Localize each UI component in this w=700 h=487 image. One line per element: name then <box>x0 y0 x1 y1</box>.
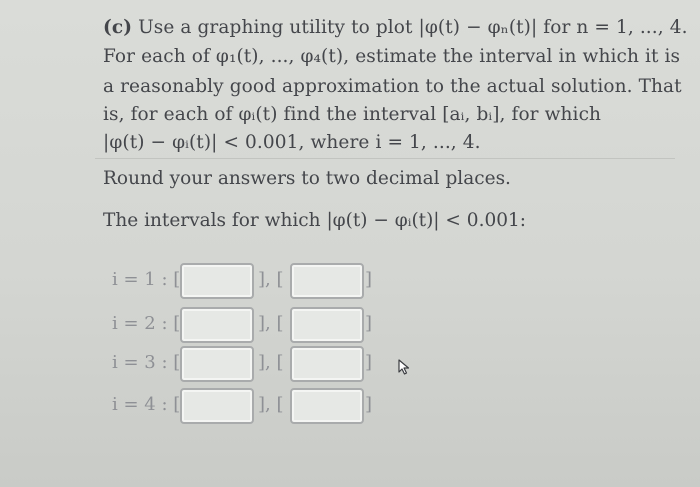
question-line-1 <box>103 16 688 40</box>
interval-separator: ], [ <box>258 269 284 290</box>
intervals-intro: The intervals for which |φ(t) − φᵢ(t)| < 0.001: <box>103 210 526 231</box>
interval-start-input-1[interactable] <box>180 263 254 299</box>
question-line-5: |φ(t) − φᵢ(t)| < 0.001, where i = 1, ..., 4. <box>103 132 481 153</box>
interval-start-input-2[interactable] <box>180 307 254 343</box>
interval-end-input-1[interactable] <box>290 263 364 299</box>
row-label: i = 4 : [ <box>112 394 181 415</box>
row-label: i = 2 : [ <box>112 313 181 334</box>
rounding-instruction: Round your answers to two decimal places. <box>103 168 511 189</box>
interval-close: ] <box>365 313 373 334</box>
question-line-3: a reasonably good approximation to the actual solution. That <box>103 76 682 97</box>
interval-close: ] <box>365 352 373 373</box>
interval-close: ] <box>365 269 373 290</box>
question-line-4: is, for each of φᵢ(t) find the interval [aᵢ, bᵢ], for which <box>103 104 602 125</box>
part-label: (c) <box>103 17 133 38</box>
interval-start-input-3[interactable] <box>180 346 254 382</box>
question-line-1-text: Use a graphing utility to plot |φ(t) − φₙ(t)| for n = 1, ..., 4. <box>138 17 688 38</box>
mouse-pointer-icon <box>398 359 412 375</box>
interval-start-input-4[interactable] <box>180 388 254 424</box>
interval-separator: ], [ <box>258 394 284 415</box>
question-line-2: For each of φ₁(t), ..., φ₄(t), estimate the interval in which it is <box>103 46 681 67</box>
interval-end-input-3[interactable] <box>290 346 364 382</box>
row-label: i = 3 : [ <box>112 352 181 373</box>
interval-separator: ], [ <box>258 352 284 373</box>
interval-end-input-4[interactable] <box>290 388 364 424</box>
interval-separator: ], [ <box>258 313 284 334</box>
interval-close: ] <box>365 394 373 415</box>
interval-end-input-2[interactable] <box>290 307 364 343</box>
divider <box>95 158 675 159</box>
row-label: i = 1 : [ <box>112 269 181 290</box>
